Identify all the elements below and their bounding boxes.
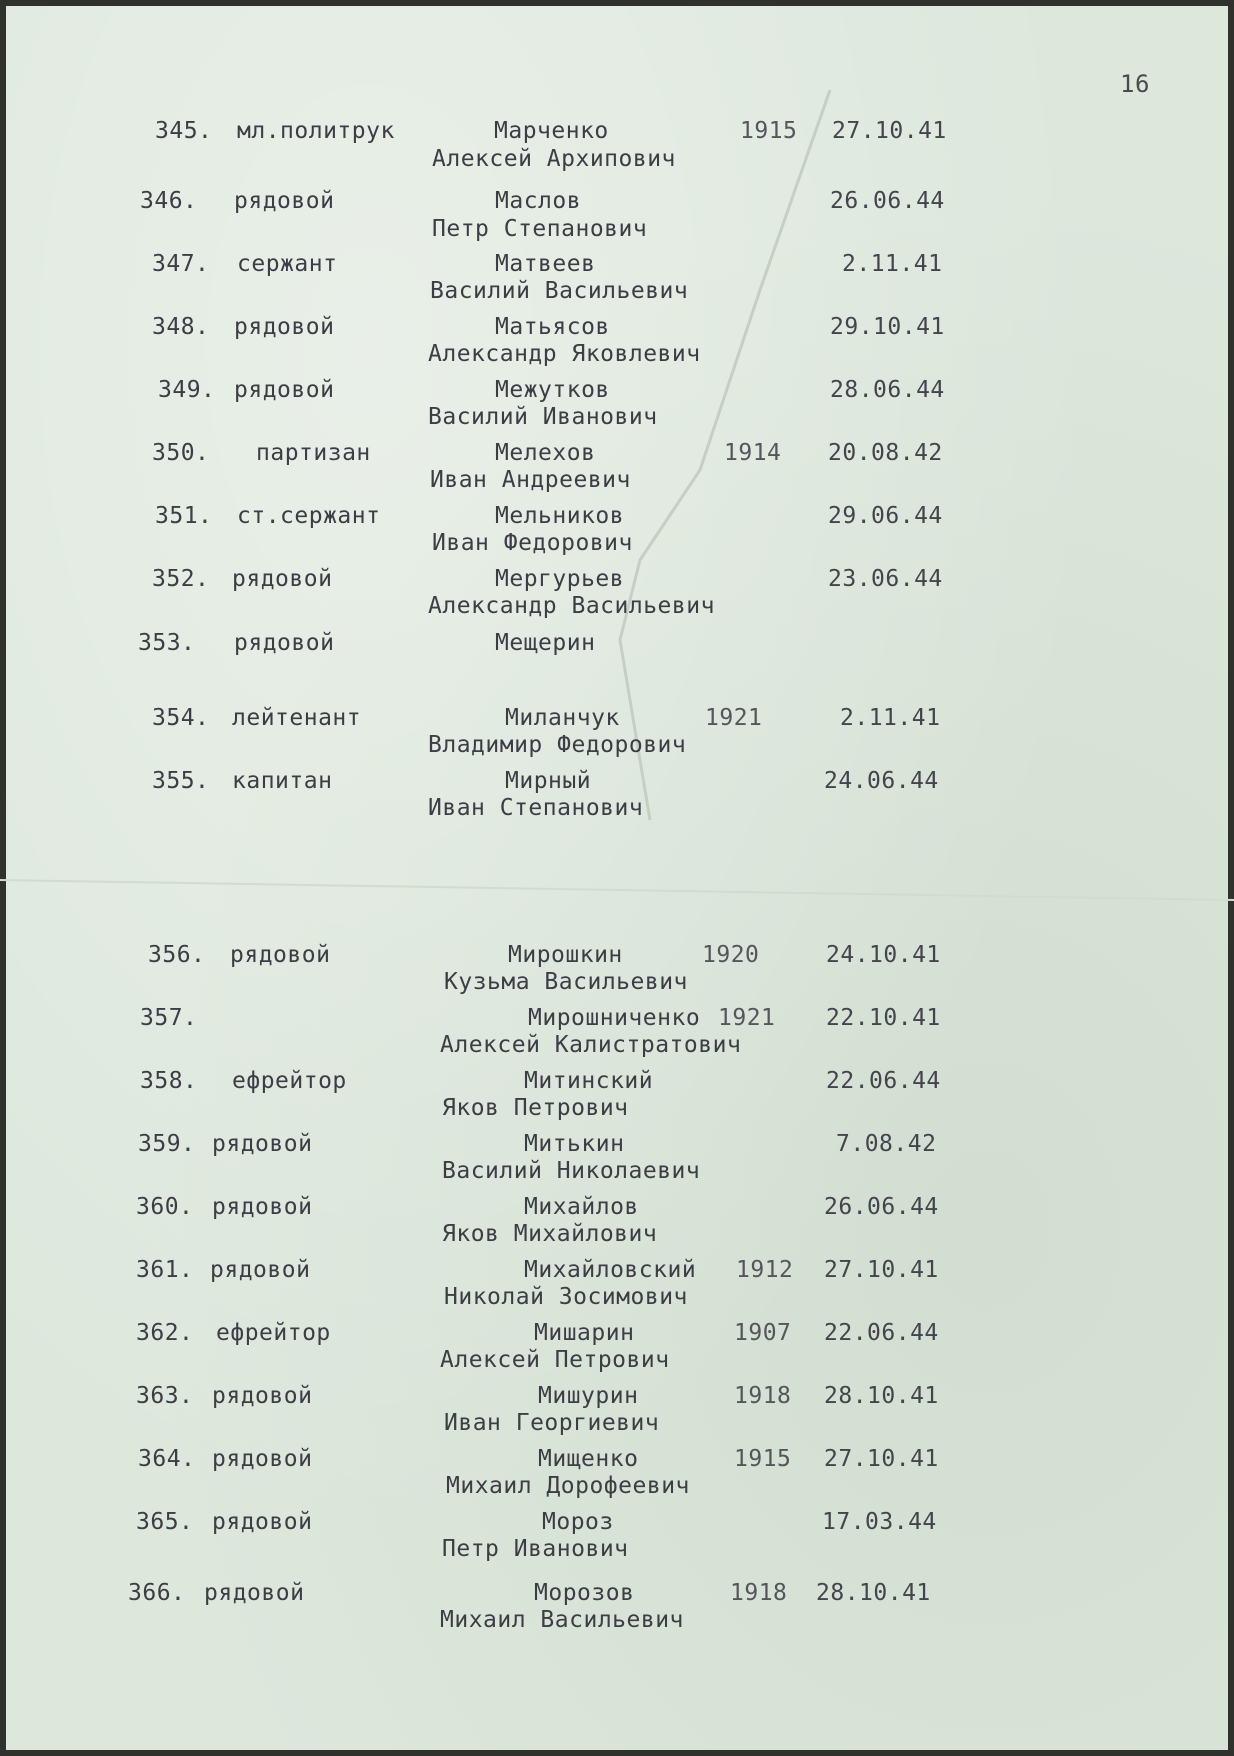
entry-rank: рядовой — [234, 314, 335, 340]
entry-rank: рядовой — [232, 566, 333, 592]
entry-number: 354. — [152, 705, 210, 731]
entry-date: 2.11.41 — [842, 251, 943, 277]
entry-rank: мл.политрук — [237, 118, 395, 144]
list-item — [0, 503, 1234, 563]
entry-surname: Мишарин — [534, 1320, 635, 1346]
entry-rank: рядовой — [234, 377, 335, 403]
entry-surname: Миланчук — [505, 705, 620, 731]
entry-given-names: Николай Зосимович — [444, 1284, 688, 1310]
entry-rank: рядовой — [212, 1446, 313, 1472]
entry-given-names: Владимир Федорович — [428, 732, 687, 758]
list-item — [0, 188, 1234, 248]
entry-number: 360. — [136, 1194, 194, 1220]
entry-date: 17.03.44 — [822, 1509, 937, 1535]
list-item — [0, 1383, 1234, 1443]
entry-rank: капитан — [232, 768, 333, 794]
entry-date: 27.10.41 — [824, 1257, 939, 1283]
entry-surname: Межутков — [495, 377, 610, 403]
list-item — [0, 705, 1234, 765]
entry-surname: Матвеев — [495, 251, 596, 277]
entry-surname: Мишурин — [538, 1383, 639, 1409]
entry-given-names: Иван Степанович — [428, 795, 644, 821]
entry-number: 357. — [140, 1005, 198, 1031]
entry-date: 27.10.41 — [824, 1446, 939, 1472]
entry-surname: Мирный — [505, 768, 592, 794]
list-item — [0, 1131, 1234, 1191]
entry-given-names: Иван Андреевич — [430, 467, 631, 493]
entry-number: 362. — [136, 1320, 194, 1346]
entry-given-names: Василий Николаевич — [442, 1158, 701, 1184]
entry-surname: Митькин — [524, 1131, 625, 1157]
entry-surname: Михайловский — [524, 1257, 697, 1283]
entry-birth-year: 1914 — [724, 440, 782, 466]
list-item — [0, 1257, 1234, 1317]
list-item — [0, 118, 1234, 178]
entry-date: 20.08.42 — [828, 440, 943, 466]
entry-given-names: Кузьма Васильевич — [444, 969, 688, 995]
entry-rank: ефрейтор — [232, 1068, 347, 1094]
entry-date: 28.10.41 — [824, 1383, 939, 1409]
entry-surname: Морозов — [534, 1580, 635, 1606]
entry-number: 348. — [152, 314, 210, 340]
entry-date: 23.06.44 — [828, 566, 943, 592]
list-item — [0, 942, 1234, 1002]
entry-surname: Мороз — [542, 1509, 614, 1535]
entry-given-names: Яков Петрович — [442, 1095, 629, 1121]
entry-date: 24.10.41 — [826, 942, 941, 968]
entry-number: 356. — [148, 942, 206, 968]
entry-number: 345. — [155, 118, 213, 144]
list-item — [0, 566, 1234, 626]
entry-date: 22.10.41 — [826, 1005, 941, 1031]
entry-surname: Мирошниченко — [528, 1005, 701, 1031]
entry-surname: Маслов — [495, 188, 582, 214]
entry-surname: Мищенко — [538, 1446, 639, 1472]
entry-rank: рядовой — [212, 1131, 313, 1157]
list-item — [0, 1005, 1234, 1065]
entry-surname: Матьясов — [495, 314, 610, 340]
entry-rank: ст.сержант — [237, 503, 381, 529]
entry-birth-year: 1907 — [734, 1320, 792, 1346]
entry-number: 358. — [140, 1068, 198, 1094]
list-item — [0, 1194, 1234, 1254]
entry-date: 28.10.41 — [816, 1580, 931, 1606]
entry-birth-year: 1918 — [730, 1580, 788, 1606]
entry-surname: Михайлов — [524, 1194, 639, 1220]
list-item — [0, 1509, 1234, 1569]
entry-given-names: Петр Иванович — [442, 1536, 629, 1562]
entry-rank: рядовой — [230, 942, 331, 968]
entry-given-names: Алексей Архипович — [432, 146, 676, 172]
entry-number: 366. — [128, 1580, 186, 1606]
entry-surname: Мирошкин — [508, 942, 623, 968]
entry-number: 355. — [152, 768, 210, 794]
entry-rank: рядовой — [234, 630, 335, 656]
entry-given-names: Алексей Калистратович — [440, 1032, 742, 1058]
entry-given-names: Михаил Васильевич — [440, 1607, 684, 1633]
list-item — [0, 768, 1234, 828]
entry-number: 353. — [138, 630, 196, 656]
entry-date: 28.06.44 — [830, 377, 945, 403]
entry-birth-year: 1915 — [740, 118, 798, 144]
entry-date: 29.10.41 — [830, 314, 945, 340]
entry-number: 364. — [138, 1446, 196, 1472]
entry-birth-year: 1920 — [702, 942, 760, 968]
list-item — [0, 630, 1234, 690]
entry-rank: ефрейтор — [216, 1320, 331, 1346]
entry-given-names: Иван Федорович — [432, 530, 633, 556]
entry-number: 349. — [158, 377, 216, 403]
entry-date: 27.10.41 — [832, 118, 947, 144]
entry-number: 346. — [140, 188, 198, 214]
entry-given-names: Василий Васильевич — [430, 278, 689, 304]
entry-date: 29.06.44 — [828, 503, 943, 529]
entry-date: 24.06.44 — [824, 768, 939, 794]
entry-given-names: Михаил Дорофеевич — [446, 1473, 690, 1499]
entry-surname: Мергурьев — [495, 566, 625, 592]
entry-birth-year: 1921 — [705, 705, 763, 731]
list-item — [0, 440, 1234, 500]
entry-birth-year: 1918 — [734, 1383, 792, 1409]
list-item — [0, 251, 1234, 311]
entry-given-names: Яков Михайлович — [442, 1221, 658, 1247]
entry-date: 22.06.44 — [824, 1320, 939, 1346]
entry-date: 7.08.42 — [836, 1131, 937, 1157]
entry-rank: партизан — [256, 440, 371, 466]
list-item — [0, 1320, 1234, 1380]
entry-surname: Мельников — [495, 503, 625, 529]
entry-rank: рядовой — [210, 1257, 311, 1283]
entry-date: 26.06.44 — [824, 1194, 939, 1220]
entry-number: 365. — [136, 1509, 194, 1535]
entry-surname: Мелехов — [495, 440, 596, 466]
entry-rank: лейтенант — [232, 705, 362, 731]
entry-rank: рядовой — [234, 188, 335, 214]
list-item — [0, 1446, 1234, 1506]
entry-number: 351. — [155, 503, 213, 529]
entry-birth-year: 1921 — [718, 1005, 776, 1031]
entry-number: 350. — [152, 440, 210, 466]
list-item — [0, 314, 1234, 374]
list-item — [0, 1068, 1234, 1128]
entry-surname: Мещерин — [495, 630, 596, 656]
entry-surname: Митинский — [524, 1068, 654, 1094]
page-number: 16 — [1120, 70, 1150, 98]
entry-surname: Марченко — [494, 118, 609, 144]
entry-rank: рядовой — [212, 1509, 313, 1535]
entry-number: 361. — [136, 1257, 194, 1283]
entry-given-names: Петр Степанович — [432, 216, 648, 242]
entry-date: 26.06.44 — [830, 188, 945, 214]
entry-number: 363. — [136, 1383, 194, 1409]
entry-rank: рядовой — [204, 1580, 305, 1606]
entry-given-names: Иван Георгиевич — [444, 1410, 660, 1436]
entry-date: 2.11.41 — [840, 705, 941, 731]
entry-rank: сержант — [237, 251, 338, 277]
entry-given-names: Алексей Петрович — [440, 1347, 670, 1373]
entry-date: 22.06.44 — [826, 1068, 941, 1094]
entry-rank: рядовой — [212, 1383, 313, 1409]
entry-given-names: Александр Васильевич — [428, 593, 715, 619]
entry-given-names: Василий Иванович — [428, 404, 658, 430]
entry-birth-year: 1912 — [736, 1257, 794, 1283]
list-item — [0, 1580, 1234, 1640]
entry-rank: рядовой — [212, 1194, 313, 1220]
entry-birth-year: 1915 — [734, 1446, 792, 1472]
list-item — [0, 377, 1234, 437]
entry-number: 352. — [152, 566, 210, 592]
entry-given-names: Александр Яковлевич — [428, 341, 701, 367]
entry-number: 347. — [152, 251, 210, 277]
entry-number: 359. — [138, 1131, 196, 1157]
